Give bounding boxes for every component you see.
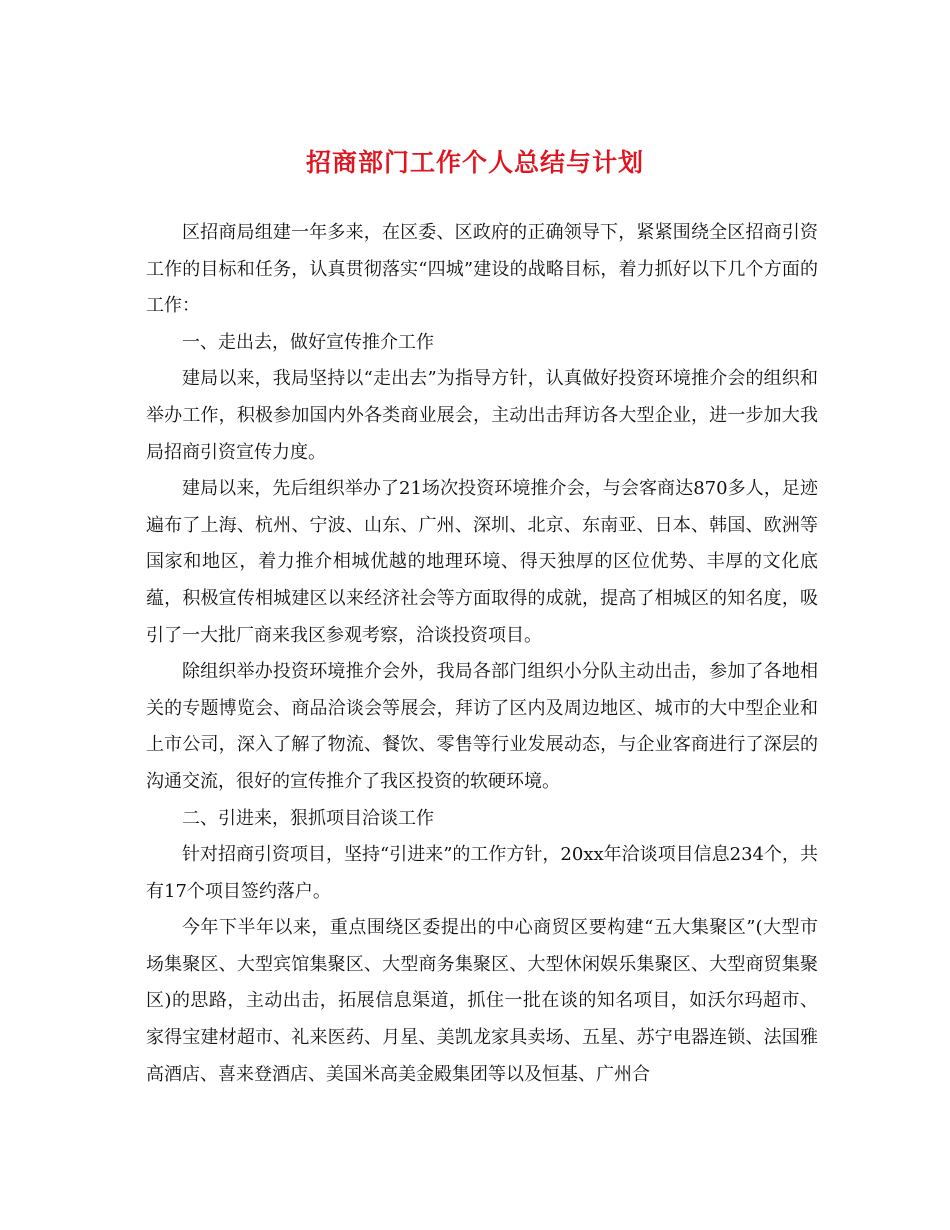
document-body [146,215,818,1093]
paragraph: 针对招商引资项目，坚持“引进来”的工作方针，20xx年洽谈项目信息234个，共有17个项目签约落户。 [146,844,818,902]
section-heading-2: 二、引进来，狠抓项目洽谈工作 [182,807,434,829]
paragraph-intro: 区招商局组建一年多来，在区委、区政府的正确领导下，紧紧围绕全区招商引资工作的目标和任务，认真贯彻落实“四城”建设的战略目标，着力抓好以下几个方面的工作： [146,222,818,317]
document-title: 招商部门工作个人总结与计划 [305,148,644,177]
section-heading-1: 一、走出去，做好宣传推介工作 [182,331,434,353]
paragraph: 建局以来，我局坚持以“走出去”为指导方针，认真做好投资环境推介会的组织和举办工作，积极参加国内外各类商业展会，主动出击拜访各大型企业，进一步加大我局招商引资宣传力度。 [146,368,818,463]
paragraph: 除组织举办投资环境推介会外，我局各部门组织小分队主动出击，参加了各地相关的专题博览会、商品洽谈会等展会，拜访了区内及周边地区、城市的大中型企业和上市公司，深入了解了物流、餐饮、零售等行业发展动态，与企业客商进行了深层的沟通交流，很好的宣传推介了我区投资的软硬环境。 [146,661,818,792]
paragraph: 今年下半年以来，重点围绕区委提出的中心商贸区要构建“五大集聚区”(大型市场集聚区、大型宾馆集聚区、大型商务集聚区、大型休闲娱乐集聚区、大型商贸集聚区)的思路，主动出击，拓展信息渠道，抓住一批在谈的知名项目，如沃尔玛超市、家得宝建材超市、礼来医药、月星、美凯龙家具卖场、五星、苏宁电器连锁、法国雅高酒店、喜来登酒店、美国米高美金殿集团等以及恒基、广州合 [146,917,818,1085]
paragraph: 建局以来，先后组织举办了21场次投资环境推介会，与会客商达870多人，足迹遍布了上海、杭州、宁波、山东、广州、深圳、北京、东南亚、日本、韩国、欧洲等国家和地区，着力推介相城优越的地理环境、得天独厚的区位优势、丰厚的文化底蕴，积极宣传相城建区以来经济社会等方面取得的成就，提高了相城区的知名度，吸引了一大批厂商来我区参观考察，洽谈投资项目。 [146,478,818,646]
